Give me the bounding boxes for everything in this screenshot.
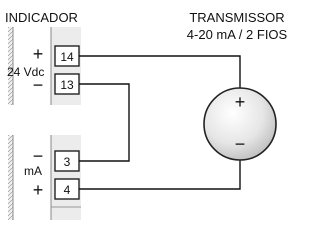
lower-block-rail	[8, 135, 13, 220]
lower-terminal-block	[8, 135, 81, 220]
terminal-3	[55, 151, 79, 171]
transmitter-minus-sign: −	[234, 134, 246, 154]
transmitter-title: TRANSMISSOR	[189, 10, 285, 25]
transmitter-plus-sign: +	[234, 92, 246, 112]
ma-plus-sign: +	[32, 180, 44, 200]
terminal-13-label: 13	[60, 78, 74, 92]
wire-transmitter-minus-to-4	[79, 160, 240, 189]
supply-voltage-label: 24 Vdc	[7, 65, 45, 79]
terminal-3-label: 3	[63, 155, 71, 169]
terminal-13	[55, 74, 79, 94]
wire-13-to-terminal-3	[79, 84, 129, 161]
transmitter-circle	[204, 88, 276, 160]
ma-minus-sign: −	[32, 146, 44, 166]
terminal-14	[55, 46, 79, 66]
ma-label: mA	[24, 164, 42, 178]
supply-minus-sign: −	[32, 75, 44, 95]
indicator-title: INDICADOR	[5, 10, 78, 25]
wire-14-to-transmitter-plus	[79, 56, 240, 88]
supply-plus-sign: +	[32, 44, 44, 64]
terminal-4	[55, 179, 79, 199]
terminal-4-label: 4	[63, 183, 71, 197]
terminal-14-label: 14	[60, 50, 74, 64]
transmitter-subtitle: 4-20 mA / 2 FIOS	[186, 27, 288, 42]
